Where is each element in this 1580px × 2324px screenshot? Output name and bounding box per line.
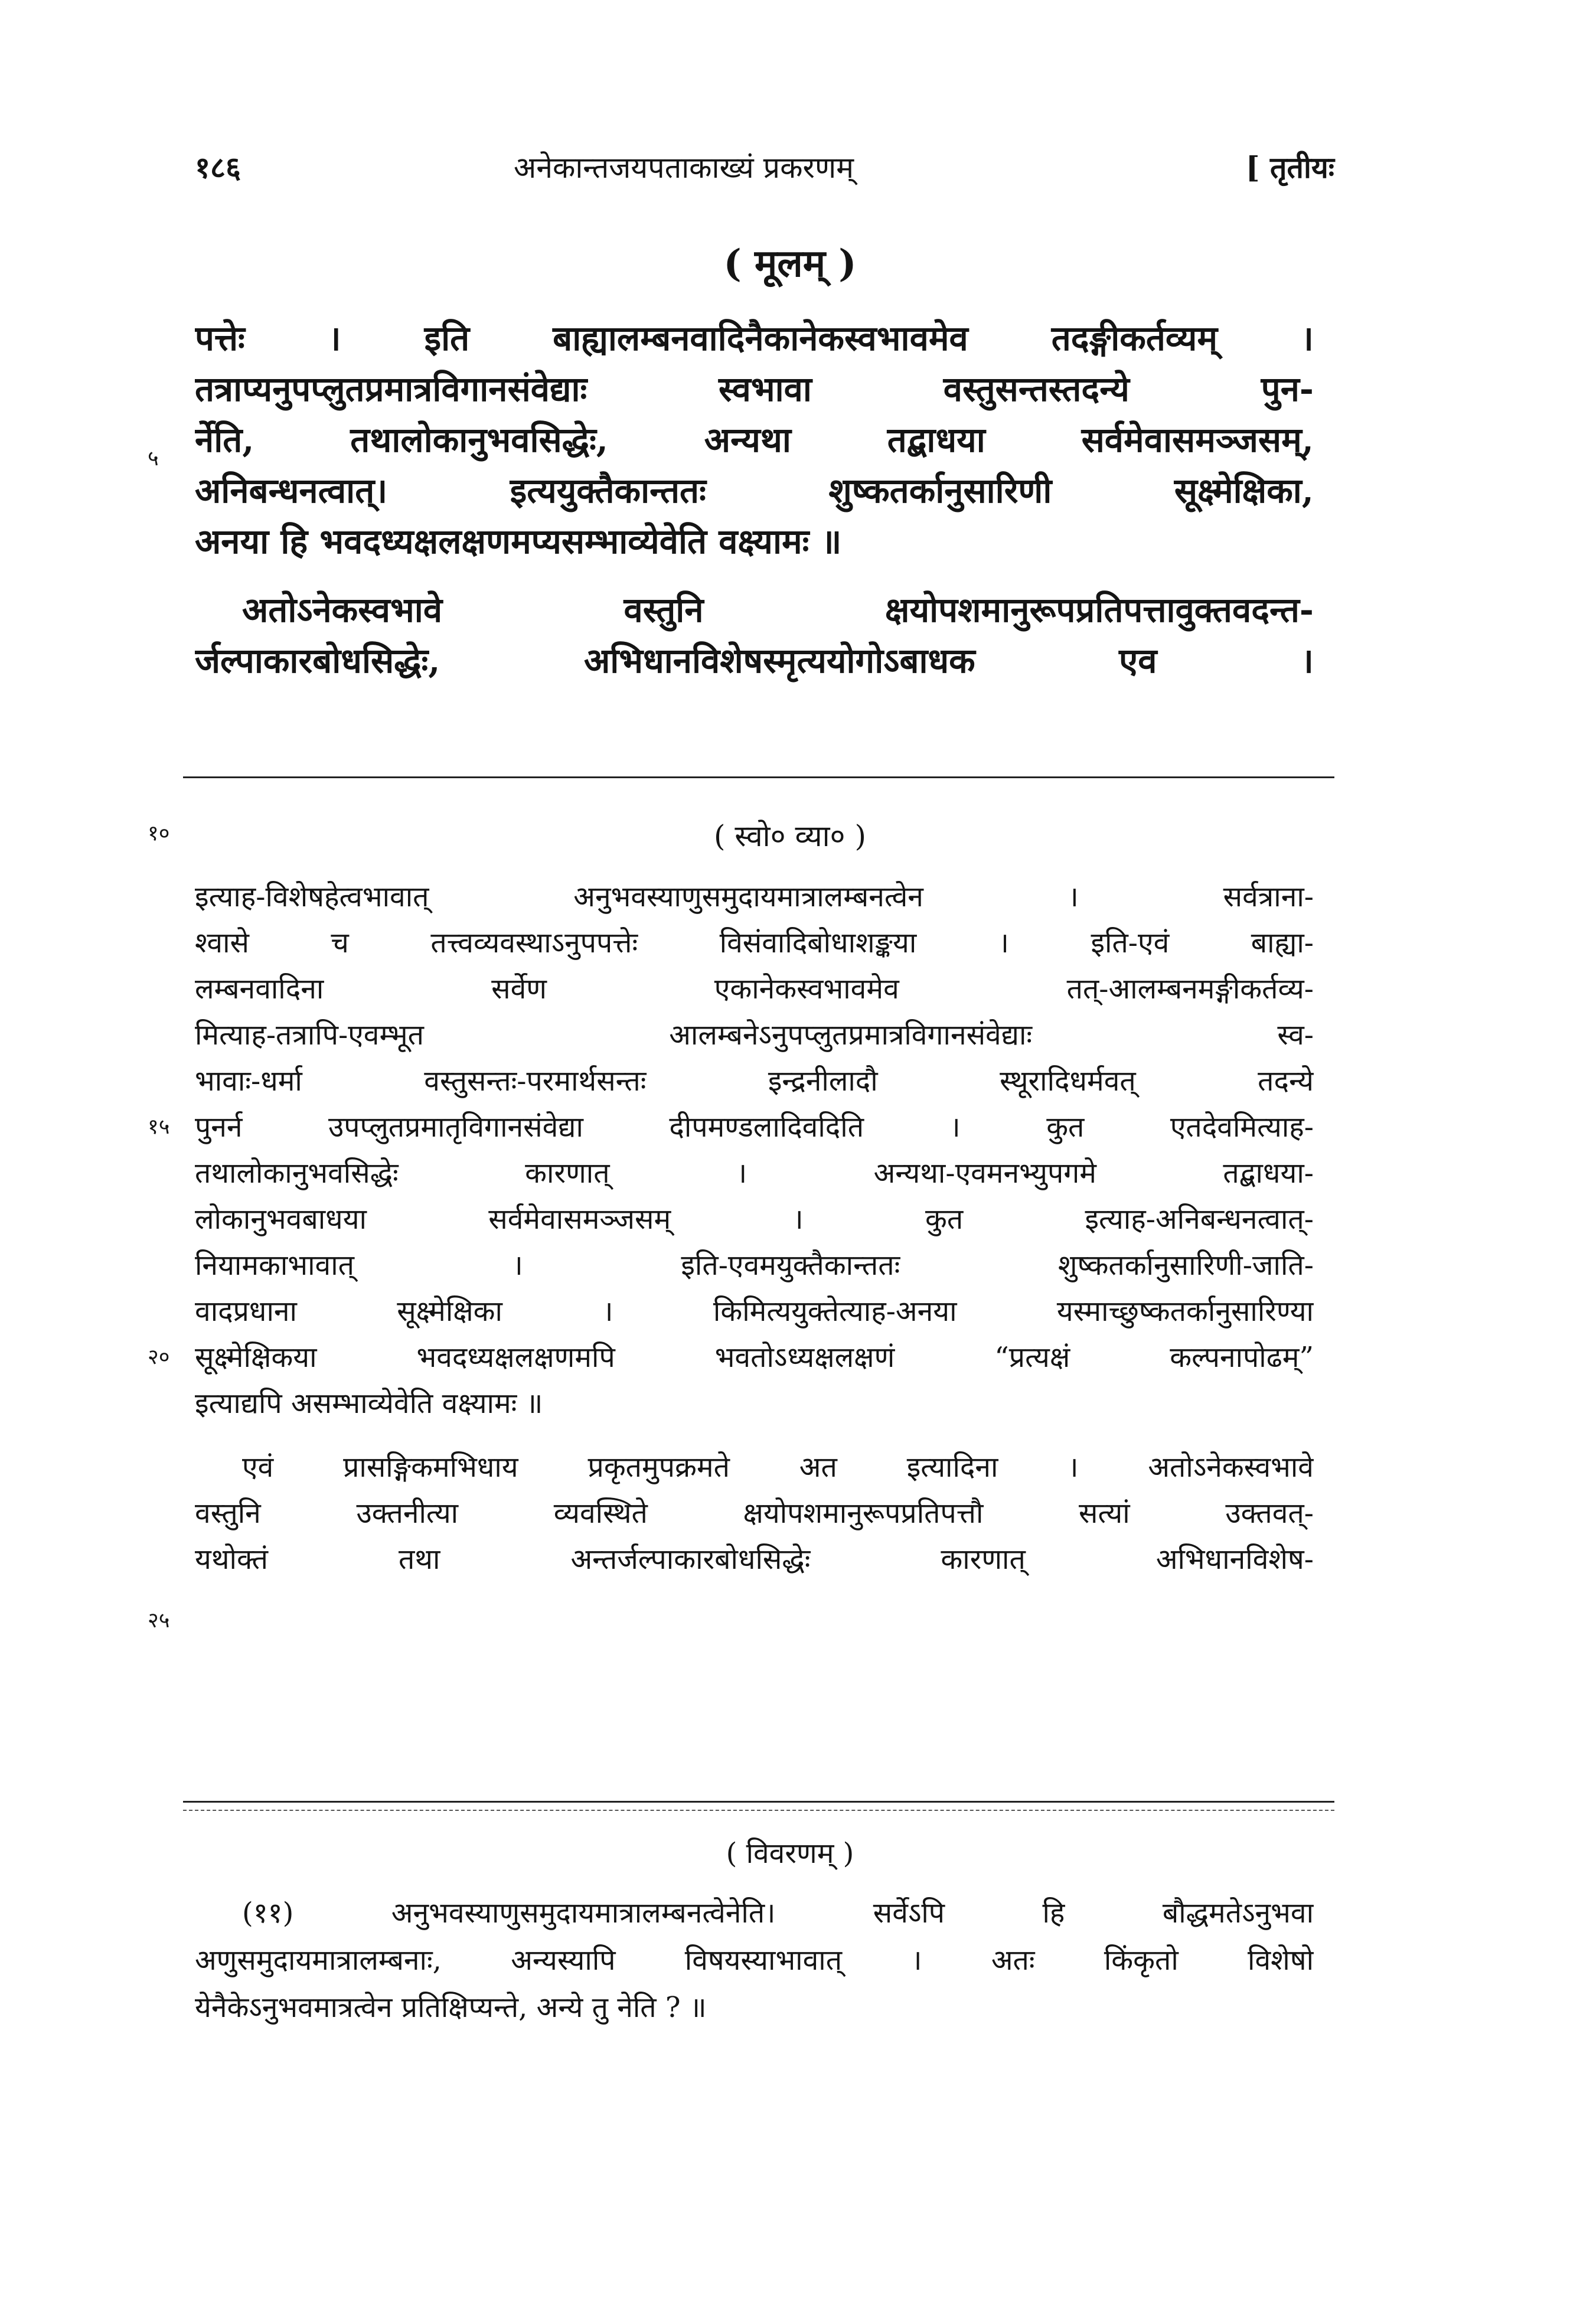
vyakhya-line: मित्याह-तत्रापि-एवम्भूत आलम्बनेऽनुपप्लुतप्रमात्रविगानसंवेद्याः स्व- xyxy=(195,1019,1314,1052)
book-title: अनेकान्तजयपताकाख्यं प्रकरणम् xyxy=(514,151,854,185)
section-divider xyxy=(183,1810,1334,1811)
mool-line: र्नेति, तथालोकानुभवसिद्धेः, अन्यथा तद्बाधया सर्वमेवासमञ्जसम्, xyxy=(195,420,1314,460)
line-number: ५ xyxy=(148,446,159,471)
vyakhya-line: सूक्ष्मेक्षिकया भवदध्यक्षलक्षणमपि भवतोऽध्यक्षलक्षणं “प्रत्यक्षं कल्पनापोढम्” xyxy=(195,1341,1314,1374)
vyakhya-line: इत्याद्यपि असम्भाव्येवेति वक्ष्यामः ॥ xyxy=(195,1387,543,1420)
mool-line: अनिबन्धनत्वात्। इत्ययुक्तैकान्ततः शुष्कतर्कानुसारिणी सूक्ष्मेक्षिका, xyxy=(195,471,1314,511)
section-divider xyxy=(183,776,1334,778)
line-number: १५ xyxy=(148,1115,170,1139)
vyakhya-heading: ( स्वो० व्या० ) xyxy=(714,819,866,853)
vyakhya-text xyxy=(195,874,1314,1582)
page-number: १८६ xyxy=(195,150,241,185)
vyakhya-line: पुनर्न उपप्लुतप्रमातृविगानसंवेद्या दीपमण्डलादिवदिति । कुत एतदेवमित्याह- xyxy=(195,1111,1314,1144)
line-number: २५ xyxy=(148,1608,170,1633)
mool-text xyxy=(195,313,1314,686)
vivarana-heading: ( विवरणम् ) xyxy=(726,1837,854,1870)
mool-line: अतोऽनेकस्वभावे वस्तुनि क्षयोपशमानुरूपप्रतिपत्तावुक्तवदन्त- xyxy=(242,590,1314,630)
mool-line: पत्तेः । इति बाह्यालम्बनवादिनैकानेकस्वभावमेव तदङ्गीकर्तव्यम् । xyxy=(195,318,1314,358)
vyakhya-line: भावाः-धर्मा वस्तुसन्तः-परमार्थसन्तः इन्द्रनीलादौ स्थूरादिधर्मवत् तदन्ये xyxy=(195,1065,1314,1098)
section-divider xyxy=(183,1801,1334,1803)
vyakhya-line: श्वासे च तत्त्वव्यवस्थाऽनुपपत्तेः विसंवादिबोधाशङ्कया । इति-एवं बाह्या- xyxy=(195,926,1314,959)
vyakhya-line: वादप्रधाना सूक्ष्मेक्षिका । किमित्ययुक्तेत्याह-अनया यस्माच्छुष्कतर्कानुसारिण्या xyxy=(195,1295,1314,1328)
vivarana-text xyxy=(195,1889,1314,2031)
vyakhya-line: वस्तुनि उक्तनीत्या व्यवस्थिते क्षयोपशमानुरूपप्रतिपत्तौ सत्यां उक्तवत्- xyxy=(195,1497,1314,1530)
mool-line: र्जल्पाकारबोधसिद्धेः, अभिधानविशेषस्मृत्ययोगोऽबाधक एव । xyxy=(195,641,1314,681)
vivarana-line: (११) अनुभवस्याणुसमुदायमात्रालम्बनत्वेनेति। सर्वेऽपि हि बौद्धमतेऽनुभवा xyxy=(242,1897,1314,1930)
running-header xyxy=(195,146,1334,188)
vyakhya-line: एवं प्रासङ्गिकमभिधाय प्रकृतमुपक्रमते अत इत्यादिना । अतोऽनेकस्वभावे xyxy=(242,1451,1314,1484)
vivarana-line: अणुसमुदायमात्रालम्बनाः, अन्यस्यापि विषयस्याभावात् । अतः किंकृतो विशेषो xyxy=(195,1944,1314,1977)
vyakhya-line: इत्याह-विशेषहेत्वभावात् अनुभवस्याणुसमुदायमात्रालम्बनत्वेन । सर्वत्राना- xyxy=(195,880,1314,913)
mool-line: अनया हि भवदध्यक्षलक्षणमप्यसम्भाव्येवेति वक्ष्यामः ॥ xyxy=(195,521,842,562)
vyakhya-line: लम्बनवादिना सर्वेण एकानेकस्वभावमेव तत्-आलम्बनमङ्गीकर्तव्य- xyxy=(195,972,1314,1006)
line-number: १० xyxy=(148,821,170,846)
section-label: [ तृतीयः xyxy=(1245,150,1334,185)
vyakhya-line: नियामकाभावात् । इति-एवमयुक्तैकान्ततः शुष्कतर्कानुसारिणी-जाति- xyxy=(195,1249,1314,1282)
vivarana-line: येनैकेऽनुभवमात्रत्वेन प्रतिक्षिप्यन्ते, अन्ये तु नेति ? ॥ xyxy=(195,1991,707,2024)
mool-line: तत्राप्यनुपप्लुतप्रमात्रविगानसंवेद्याः स्वभावा वस्तुसन्तस्तदन्ये पुन- xyxy=(195,369,1314,409)
mool-heading: ( मूलम् ) xyxy=(723,241,857,286)
vyakhya-line: तथालोकानुभवसिद्धेः कारणात् । अन्यथा-एवमनभ्युपगमे तद्बाधया- xyxy=(195,1157,1314,1190)
line-number: २० xyxy=(148,1345,170,1369)
vyakhya-line: लोकानुभवबाधया सर्वमेवासमञ्जसम् । कुत इत्याह-अनिबन्धनत्वात्- xyxy=(195,1203,1314,1236)
vyakhya-line: यथोक्तं तथा अन्तर्जल्पाकारबोधसिद्धेः कारणात् अभिधानविशेष- xyxy=(195,1543,1314,1576)
